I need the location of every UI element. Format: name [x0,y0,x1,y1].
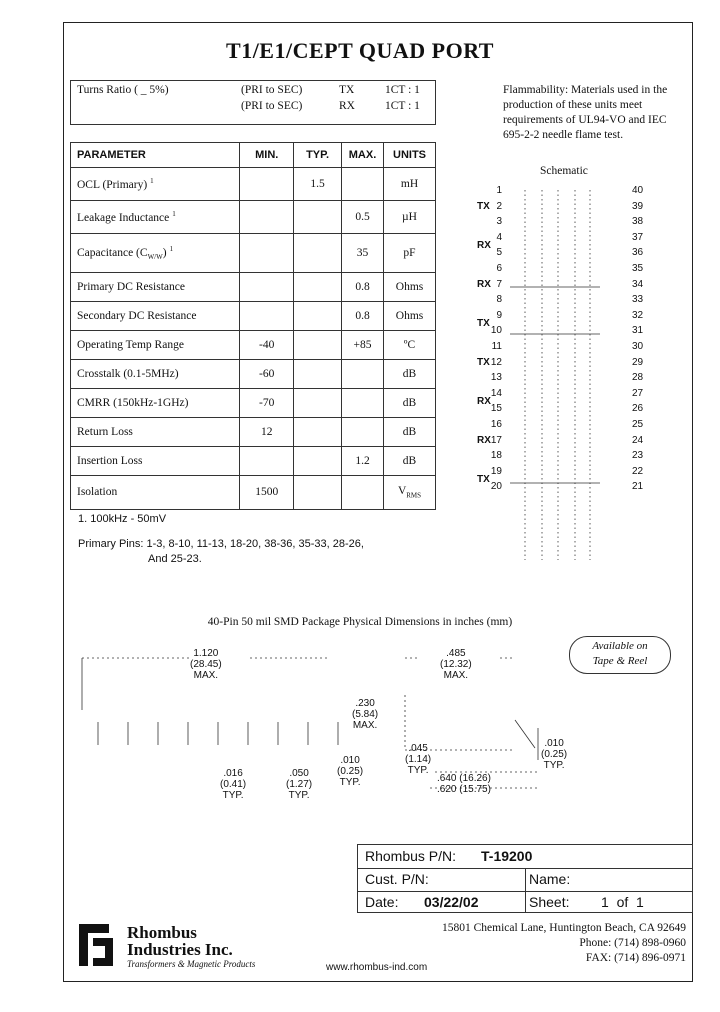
page-title: T1/E1/CEPT QUAD PORT [226,38,494,63]
param-units: dB [402,425,417,438]
param-max: 0.8 [355,309,370,322]
dimension-in: 1.120 [193,648,219,659]
param-name-cell [71,201,240,234]
param-typ-cell [294,234,342,272]
param-name: Leakage Inductance [77,212,170,225]
param-name: Capacitance (C [77,246,148,259]
param-units-cell [384,234,436,272]
param-units: V [397,485,407,498]
parameter-table [70,142,436,510]
dimension-note: TYP. [339,777,361,788]
schematic-title: Schematic [540,165,588,177]
schematic-right-pin: 40 [632,185,644,196]
dimension-label [437,773,491,795]
dimension-label [337,755,363,788]
schematic-right-pin: 22 [632,465,644,477]
schematic-left-pin: 17 [490,434,502,446]
dimension-mm: (0.25) [541,749,568,760]
tape-reel-badge [569,636,671,674]
col-header: MAX. [342,143,384,168]
param-typ-cell [294,417,342,446]
param-typ-cell [294,301,342,330]
param-typ-cell [294,446,342,475]
schematic-left-pin: 15 [490,403,502,415]
turns-ratio: 1CT : 1 [385,100,420,112]
primary-pins-line: And 25-23. [148,553,202,565]
dimension-in: .230 [355,698,375,709]
company-phone: Phone: (714) 898-0960 [579,937,686,949]
param-max-cell [342,301,384,330]
schematic-left-pin: 1 [496,185,502,196]
param-superscript: 1 [169,244,174,253]
param-max-cell [342,446,384,475]
table-row [71,417,436,446]
dimension-mm: (1.27) [286,779,313,790]
param-max-cell [342,201,384,234]
param-units-cell [384,359,436,388]
package-drawing [70,640,570,800]
param-typ-cell [294,168,342,201]
table-row [71,446,436,475]
col-header: MIN. [240,143,294,168]
param-units-cell [384,301,436,330]
param-typ-cell [294,272,342,301]
param-units: µH [402,211,417,224]
param-name: Return Loss [77,425,133,438]
param-superscript: 1 [172,210,176,219]
param-name: Isolation [77,486,118,499]
dimension-label [190,648,222,681]
table-row [71,301,436,330]
turns-row [77,100,429,116]
param-min-cell [240,388,294,417]
schematic-left-pin: 11 [491,341,502,352]
dimension-label [405,743,431,776]
tape-reel-line: Available on [592,640,648,652]
param-max-cell [342,272,384,301]
param-max: 0.8 [355,280,370,293]
param-max-cell [342,475,384,509]
schematic-left-pin: 6 [496,263,502,274]
schematic-right-pin: 24 [632,434,644,446]
param-max-cell [342,234,384,272]
schematic-group-label: RX [477,395,491,407]
schematic-right-pin: 25 [632,419,644,430]
param-units: dB [402,367,417,380]
schematic-left-pin: 16 [490,419,502,430]
param-units-cell [384,201,436,234]
param-units: mH [400,178,419,191]
dimension-label [440,648,472,681]
schematic-right-pin: 32 [632,309,644,321]
param-units-subscript: RMS [406,491,422,500]
schematic-left-pin: 3 [496,216,502,228]
company-tagline: Transformers & Magnetic Products [127,959,256,969]
param-name: Secondary DC Resistance [77,309,197,322]
name-label: Name: [529,871,571,887]
company-website: www.rhombus-ind.com [326,962,428,973]
param-name: OCL (Primary) [77,178,148,191]
tape-reel-line: Tape & Reel [592,655,648,667]
schematic-group-label: RX [477,239,491,251]
dimension-label [541,738,567,771]
pn-label: Rhombus P/N: [365,848,457,864]
dimension-in: .485 [446,648,466,659]
table-row [71,201,436,234]
table-row [71,330,436,359]
flammability-note: Flammability: Materials used in the production of these units meet requirements of UL94-VO and IEC 695-2-2 needle flame test. [503,84,668,141]
param-min-cell [240,417,294,446]
param-units: dB [402,396,417,409]
col-header: PARAMETER [71,143,240,168]
param-name-cell [71,475,240,509]
dimension-label [352,698,378,731]
param-max: 0.5 [355,211,370,224]
turns-ref: (PRI to SEC) [241,100,303,112]
dimension-label [220,768,246,801]
param-max-cell [342,330,384,359]
dimension-in: .050 [289,768,309,779]
param-units-cell [384,417,436,446]
param-min-cell [240,475,294,509]
dimension-note: MAX. [193,670,219,681]
param-name-cell [71,417,240,446]
table-row [71,359,436,388]
param-units: dB [402,454,417,467]
schematic-group-label: TX [477,356,490,368]
table-row [71,168,436,201]
schematic-right-pin: 38 [632,216,644,228]
param-max-cell [342,388,384,417]
rhombus-logo-icon [79,924,123,968]
schematic-right-pin: 34 [632,278,644,290]
schematic-left-pin: 13 [490,372,502,384]
schematic-right-pin: 21 [632,481,644,493]
param-name: Crosstalk (0.1-5MHz) [77,367,179,380]
param-typ-cell [294,475,342,509]
col-header: UNITS [384,143,436,168]
schematic-left-pin: 19 [490,465,502,477]
param-units-cell [384,168,436,201]
param-max: 35 [356,246,369,259]
schematic-right-pin: 29 [632,356,644,368]
cust-pn-label: Cust. P/N: [365,871,429,887]
param-name-cell [71,301,240,330]
date-label: Date: [365,894,399,910]
param-units-cell [384,446,436,475]
param-min-cell [240,301,294,330]
param-min: -60 [259,367,275,380]
dimension-note: TYP. [407,765,429,776]
param-min: 12 [260,425,273,438]
table-row [71,234,436,272]
company-logo-text [127,924,255,969]
dimension-in: .016 [223,768,243,779]
schematic-left-pin: 10 [490,325,502,337]
dimension-in: .045 [408,743,428,754]
param-name-cell [71,330,240,359]
param-typ-cell [294,330,342,359]
param-name: Insertion Loss [77,454,143,467]
param-max: +85 [353,338,372,351]
company-address-block [442,921,686,966]
param-typ-cell [294,359,342,388]
schematic-right-pin: 26 [632,403,644,415]
param-min-cell [240,330,294,359]
date-value: 03/22/02 [424,894,479,910]
package-title: 40-Pin 50 mil SMD Package Physical Dimensions in inches (mm) [207,616,513,628]
company-name-2: Industries Inc. [127,940,233,959]
param-name-cell [71,388,240,417]
dimension-note: MAX. [443,670,469,681]
dimension-note: MAX. [352,720,378,731]
footnote-1: 1. 100kHz - 50mV [78,513,167,525]
schematic-right-pin: 35 [632,263,644,274]
param-superscript: 1 [150,177,154,186]
title-block [357,844,693,913]
sheet-value: 1 of 1 [601,894,644,910]
param-units: Ohms [395,280,424,293]
schematic-left-pin: 2 [496,200,502,212]
dimension-mm: .620 (15.75) [437,784,491,795]
turns-label: Turns Ratio ( _ 5%) [77,84,169,96]
dimension-label [286,768,312,801]
param-name-cell [71,359,240,388]
param-subscript: W/W [147,252,163,261]
param-units: ºC [403,338,416,351]
schematic-group-label: RX [477,278,491,290]
dimension-in: .640 (16.26) [437,773,491,784]
dimension-mm: (0.25) [337,766,364,777]
dimension-note: TYP. [222,790,244,801]
param-name-cell [71,446,240,475]
col-header: TYP. [294,143,342,168]
turns-ref: (PRI to SEC) [241,84,303,96]
divider [525,868,526,913]
dimension-mm: (1.14) [405,754,432,765]
sheet-label: Sheet: [529,894,570,910]
schematic-right-pin: 39 [632,200,644,212]
table-row [71,388,436,417]
dimension-in: .010 [544,738,564,749]
param-name-cell [71,272,240,301]
pn-value: T-19200 [481,848,533,864]
param-name: CMRR (150kHz-1GHz) [77,396,189,409]
param-name-tail: ) [162,246,167,259]
param-max-cell [342,168,384,201]
schematic-right-pin: 23 [632,450,644,462]
dimension-mm: (12.32) [440,659,472,670]
schematic-right-pin: 27 [632,387,644,399]
schematic-group-label: TX [477,317,490,329]
schematic-left-pin: 7 [496,278,502,290]
schematic-left-pin: 12 [490,356,502,368]
schematic-left-pin: 5 [496,247,502,259]
param-max: 1.2 [355,454,370,467]
table-body [71,168,436,510]
company-address: 15801 Chemical Lane, Huntington Beach, CA 92649 [441,922,686,934]
param-min-cell [240,272,294,301]
schematic-right-pin: 37 [632,231,644,243]
param-min-cell [240,168,294,201]
param-min: -70 [259,396,275,409]
dimension-note: TYP. [543,760,565,771]
turns-ratio-box [70,80,436,125]
dimension-in: .010 [340,755,360,766]
schematic-right-pin: 30 [632,341,644,352]
param-min-cell [240,359,294,388]
param-typ: 1.5 [310,178,325,191]
schematic-right-pin: 36 [632,247,644,259]
dimension-mm: (0.41) [220,779,247,790]
primary-pins-line: Primary Pins: 1-3, 8-10, 11-13, 18-20, 38-36, 35-33, 28-26, [78,538,364,550]
param-typ-cell [294,201,342,234]
schematic-right-pin: 33 [632,294,644,306]
dimension-note: TYP. [288,790,310,801]
company-name-1: Rhombus [127,923,197,942]
param-typ-cell [294,388,342,417]
table-row [71,272,436,301]
param-min-cell [240,234,294,272]
dimension-mm: (5.84) [352,709,379,720]
schematic-left-pin: 18 [490,450,502,462]
schematic-right-pin: 31 [632,325,644,337]
param-name: Primary DC Resistance [77,280,185,293]
schematic-group-label: TX [477,473,490,485]
param-name-cell [71,234,240,272]
company-fax: FAX: (714) 896-0971 [585,952,686,964]
param-units-cell [384,330,436,359]
schematic-left-pin: 9 [496,309,502,321]
param-max-cell [342,417,384,446]
param-units-cell [384,272,436,301]
schematic-left-pin: 14 [490,387,502,399]
turns-ratio: 1CT : 1 [385,84,420,96]
table-row [71,475,436,509]
param-units: pF [403,246,416,259]
param-min: 1500 [255,486,279,499]
schematic-left-pin: 8 [496,294,502,306]
schematic-left-pin: 4 [496,231,502,243]
schematic-left-pin: 20 [490,481,502,493]
schematic-group-label: RX [477,434,491,446]
dimension-mm: (28.45) [190,659,222,670]
param-min-cell [240,446,294,475]
schematic-group-label: TX [477,200,490,212]
param-max-cell [342,359,384,388]
primary-pins-note [78,537,388,567]
table-header-row [71,143,436,168]
turns-dir: RX [339,100,355,112]
turns-dir: TX [339,84,355,96]
param-units: Ohms [395,309,424,322]
turns-row [77,84,429,100]
param-min: -40 [259,338,275,351]
schematic-right-pin: 28 [632,372,644,384]
param-name: Operating Temp Range [77,338,184,351]
param-min-cell [240,201,294,234]
param-units-cell [384,388,436,417]
param-units-cell [384,475,436,509]
param-name-cell [71,168,240,201]
